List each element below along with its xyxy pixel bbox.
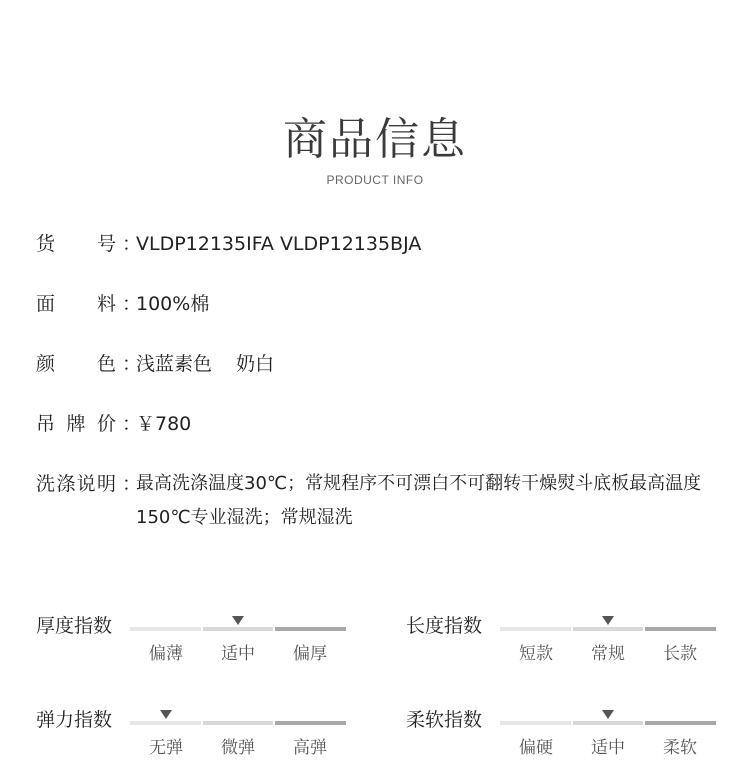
scale-bar <box>130 721 346 725</box>
info-label <box>36 227 142 261</box>
scale-marker-icon <box>602 710 614 719</box>
label-char: 洗 <box>36 473 56 495</box>
product-info-title: 商品信息 <box>283 114 467 165</box>
scale-option: 短款 <box>519 644 553 664</box>
scale-option: 适中 <box>591 738 625 758</box>
scale-marker-icon <box>602 616 614 625</box>
scale-segment <box>500 721 571 725</box>
label-char: 价 <box>96 413 116 435</box>
tag-price-value: ￥780 <box>136 413 192 435</box>
scale-label: 长度指数 <box>406 615 483 637</box>
scale-option: 常规 <box>591 644 625 664</box>
scale-segment <box>573 627 644 631</box>
scale-options <box>500 642 716 666</box>
scale-segment <box>130 627 201 631</box>
scale-options <box>130 642 346 666</box>
fabric-value: 100%棉 <box>136 293 210 315</box>
scale-marker-icon <box>160 710 172 719</box>
info-label <box>36 407 142 441</box>
scale-segment <box>203 627 274 631</box>
scale-segment <box>500 627 571 631</box>
item-number-value: VLDP12135IFA VLDP12135BJA <box>136 233 422 255</box>
scale-option: 无弹 <box>149 738 183 758</box>
scale-segment <box>130 721 201 725</box>
label-char: 面 <box>36 293 56 315</box>
scale-option: 微弹 <box>221 738 255 758</box>
info-label <box>36 467 142 501</box>
label-char: 颜 <box>36 353 56 375</box>
scale-option: 偏厚 <box>293 644 327 664</box>
scale-option: 适中 <box>221 644 255 664</box>
info-colon: ： <box>122 293 142 315</box>
label-char: 明 <box>96 473 116 495</box>
label-char: 料 <box>96 293 116 315</box>
color-value: 浅蓝素色 奶白 <box>136 353 275 375</box>
product-info-subtitle: PRODUCT INFO <box>326 173 424 187</box>
scale-label: 弹力指数 <box>36 709 113 731</box>
scale-bar <box>500 721 716 725</box>
scale-segment <box>275 721 346 725</box>
info-colon: ： <box>122 473 142 495</box>
scale-option: 偏薄 <box>149 644 183 664</box>
scale-segment <box>573 721 644 725</box>
wash-instructions-value: 最高洗涤温度30℃；常规程序不可漂白不可翻转干燥熨斗底板最高温度150℃专业湿洗；常规湿洗 <box>136 473 702 528</box>
label-char: 色 <box>96 353 116 375</box>
scale-bar <box>500 627 716 631</box>
scale-label: 柔软指数 <box>406 709 483 731</box>
scale-option: 长款 <box>663 644 697 664</box>
scale-options <box>500 736 716 760</box>
scale-marker-icon <box>232 616 244 625</box>
info-label <box>36 347 142 381</box>
label-char: 说 <box>76 473 96 495</box>
info-colon: ： <box>122 233 142 255</box>
info-label <box>36 287 142 321</box>
scale-option: 柔软 <box>663 738 697 758</box>
scale-segment <box>645 721 716 725</box>
scale-label: 厚度指数 <box>36 615 113 637</box>
info-colon: ： <box>122 353 142 375</box>
label-char: 货 <box>36 233 56 255</box>
scale-options <box>130 736 346 760</box>
label-char: 号 <box>96 233 116 255</box>
scale-segment <box>203 721 274 725</box>
scale-segment <box>645 627 716 631</box>
scale-option: 高弹 <box>293 738 327 758</box>
scale-segment <box>275 627 346 631</box>
info-colon: ： <box>122 413 142 435</box>
label-char: 牌 <box>66 413 86 435</box>
scale-option: 偏硬 <box>519 738 553 758</box>
label-char: 涤 <box>56 473 76 495</box>
label-char: 吊 <box>36 413 56 435</box>
scale-bar <box>130 627 346 631</box>
